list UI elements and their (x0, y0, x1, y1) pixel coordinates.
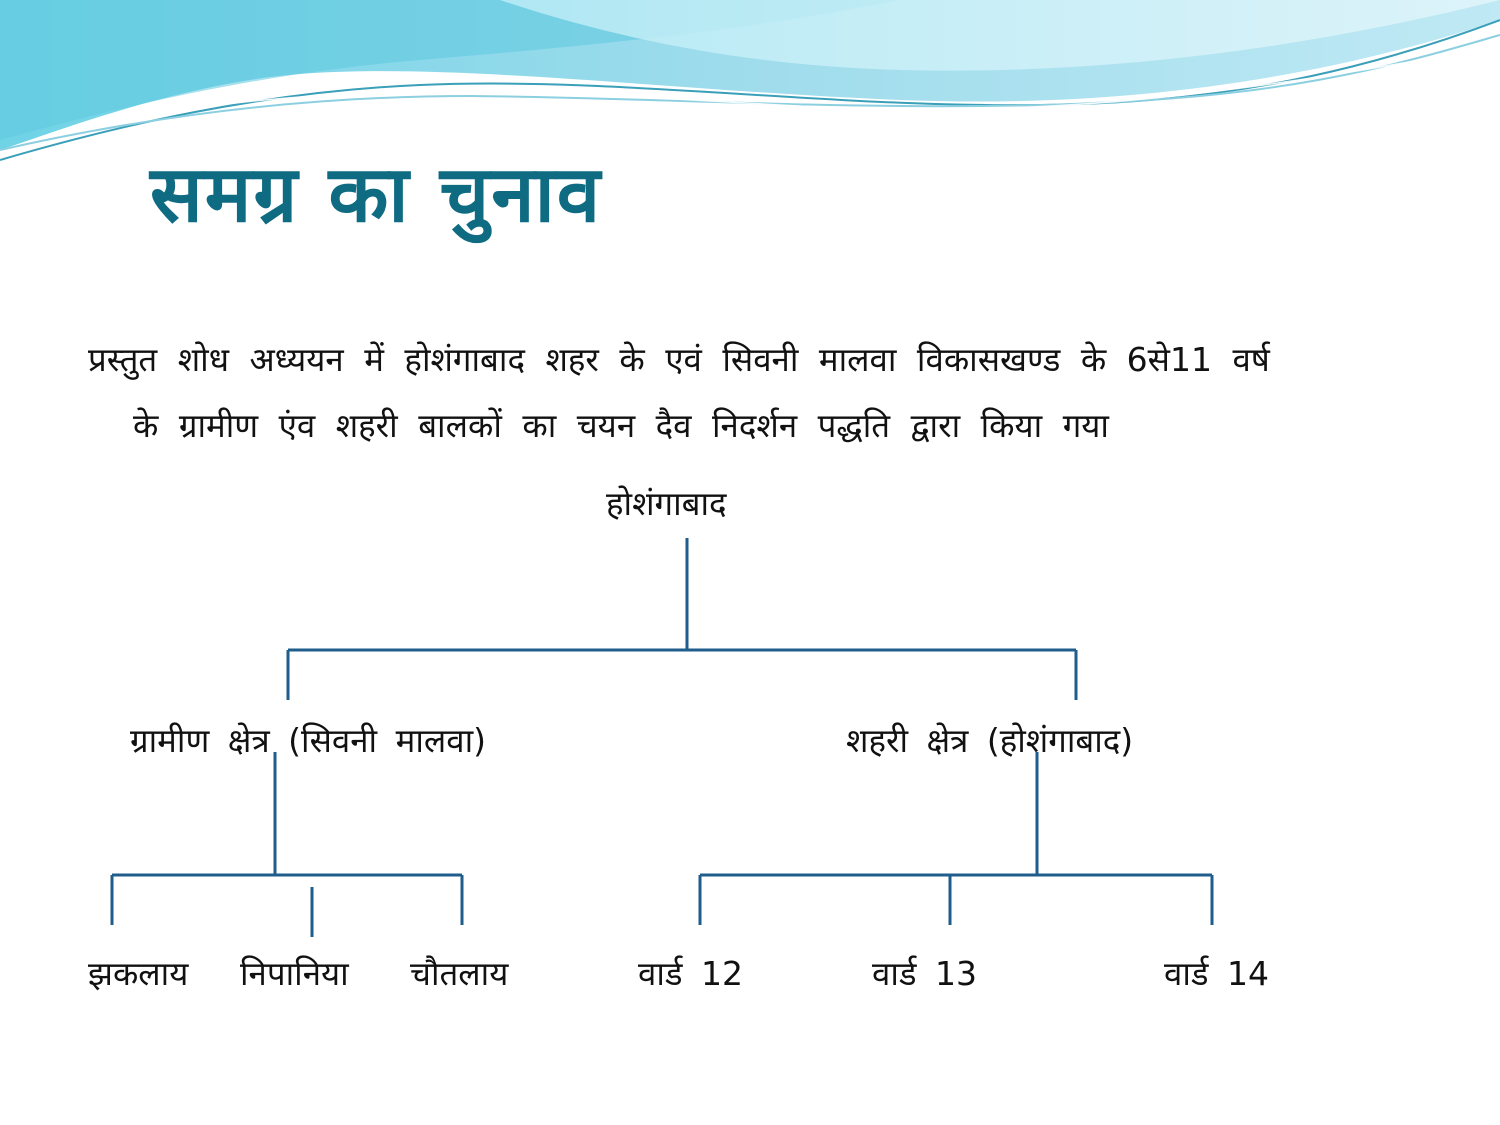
intro-text-line-1: प्रस्तुत शोध अध्ययन में होशंगाबाद शहर के एवं सिवनी मालवा विकासखण्ड के 6से11 वर्ष (88, 340, 1270, 379)
slide-title: समग्र का चुनाव (150, 150, 603, 240)
tree-leaf-ward-12: वार्ड 12 (638, 954, 744, 993)
tree-leaf-village-2: निपानिया (240, 954, 349, 993)
intro-text-line-2: के ग्रामीण एंव शहरी बालकों का चयन दैव निदर्शन पद्धति द्वारा किया गया (133, 406, 1109, 445)
tree-root-node: होशंगाबाद (606, 484, 727, 523)
tree-node-rural: ग्रामीण क्षेत्र (सिवनी मालवा) (130, 721, 487, 760)
tree-node-urban: शहरी क्षेत्र (होशंगाबाद) (846, 721, 1134, 760)
tree-leaf-ward-13: वार्ड 13 (872, 954, 978, 993)
tree-leaf-village-1: झकलाय (88, 954, 189, 993)
tree-leaf-ward-14: वार्ड 14 (1164, 954, 1270, 993)
tree-leaf-village-3: चौतलाय (410, 954, 509, 993)
